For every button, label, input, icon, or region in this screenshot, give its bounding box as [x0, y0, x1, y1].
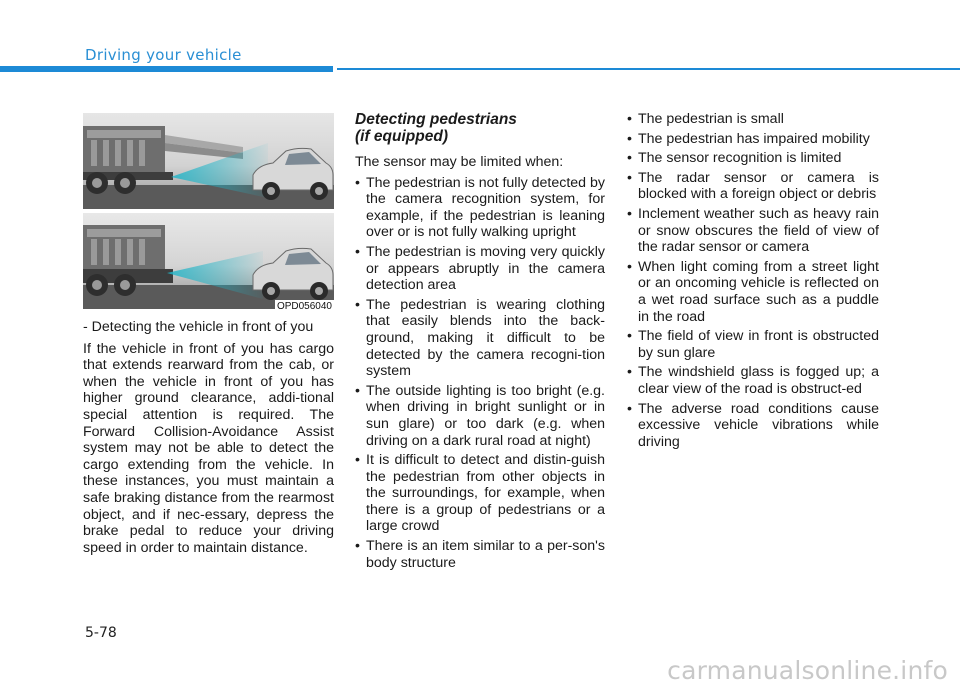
- list-item: • The pedestrian is wearing clothing that easily blends into the back-ground, making it difficult to be detected by the camera recogni-tion system: [355, 297, 605, 380]
- list-item: • The windshield glass is fogged up; a clear view of the road is obstruct-ed: [627, 364, 879, 397]
- sensor-limitations-list: [627, 111, 879, 450]
- figure-illustration: [83, 113, 334, 313]
- section-header-title: Driving your vehicle: [85, 46, 242, 64]
- list-item: • When light coming from a street light or an oncoming vehicle is reflected on a wet road surface such as a puddle in the road: [627, 259, 879, 325]
- cargo-paragraph: If the vehicle in front of you has cargo that extends rearward from the cab, or when the vehicle in front of you has higher ground clearance, addi-tional special attention is required. The Forward Collision-Avoidance Assist system may not be able to detect the cargo extending from the vehicle. In these instances, you must maintain a safe braking distance from the rearmost object, and if nec-essary, depress the brake pedal to reduce your driving speed in order to maintain distance.: [83, 340, 334, 556]
- right-column: [627, 111, 879, 453]
- middle-column: [355, 111, 605, 574]
- list-item: • The pedestrian is moving very quickly or appears abruptly in the camera detection area: [355, 244, 605, 294]
- pedestrian-limitations-list: [355, 175, 605, 572]
- section-title-line2: (if equipped): [355, 128, 448, 145]
- left-column: [83, 113, 334, 556]
- section-intro: The sensor may be limited when:: [355, 154, 564, 170]
- list-item: • The sensor recognition is limited: [627, 150, 879, 167]
- section-title-line1: Detecting pedestrians: [355, 111, 517, 128]
- figure-code: OPD056040: [276, 301, 332, 312]
- list-item: • The outside lighting is too bright (e.g. when driving in bright sunlight or in sun glare) or too dark (e.g. when driving on a dark rural road at night): [355, 383, 605, 449]
- header-bar-thick: [0, 66, 333, 72]
- watermark-text: carmanualsonline.info: [667, 656, 948, 685]
- list-item: • It is difficult to detect and distin-guish the pedestrian from other objects in the surroundings, for example, when there is a group of pedestrians or a large crowd: [355, 452, 605, 535]
- header-bar-thin: [337, 68, 960, 70]
- page-number: 5-78: [85, 625, 117, 641]
- figure-caption: - Detecting the vehicle in front of you: [83, 319, 314, 335]
- list-item: • The adverse road conditions cause excessive vehicle vibrations while driving: [627, 401, 879, 451]
- section-title: [355, 111, 605, 145]
- list-item: • The field of view in front is obstructed by sun glare: [627, 328, 879, 361]
- list-item: • The pedestrian has impaired mobility: [627, 131, 879, 148]
- figure-panel-top: [83, 113, 334, 209]
- list-item: • The radar sensor or camera is blocked with a foreign object or debris: [627, 170, 879, 203]
- figure-panel-bottom: [83, 213, 334, 309]
- list-item: • The pedestrian is small: [627, 111, 879, 128]
- list-item: • There is an item similar to a per-son's body structure: [355, 538, 605, 571]
- list-item: • Inclement weather such as heavy rain or snow obscures the field of view of the radar sensor or camera: [627, 206, 879, 256]
- list-item: • The pedestrian is not fully detected by the camera recognition system, for example, if the pedestrian is leaning over or is not fully walking upright: [355, 175, 605, 241]
